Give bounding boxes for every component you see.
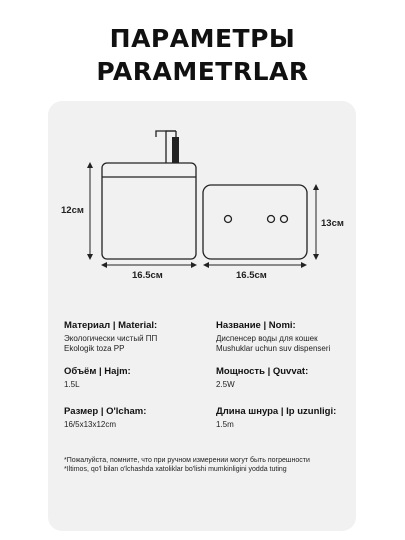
spec-material (64, 320, 214, 354)
dimension-diagram (48, 101, 356, 321)
spec-power (216, 366, 366, 390)
fountain-side-view (102, 131, 196, 259)
width-label-right: 16.5см (236, 270, 267, 281)
spec-value: 1.5L (64, 380, 80, 389)
spec-value: 2.5W (216, 380, 235, 389)
spec-label: Размер | O'lcham: (64, 406, 147, 417)
spec-volume (64, 366, 214, 390)
spec-value: Диспенсер воды для кошек Mushuklar uchun suv dispenseri (216, 334, 331, 353)
width-label-left: 16.5см (132, 270, 163, 281)
spec-label: Длина шнура | Ip uzunligi: (216, 406, 337, 417)
spec-label: Мощность | Quvvat: (216, 366, 309, 377)
spec-value: 16/5x13x12cm (64, 420, 117, 429)
disclaimer-russian: *Пожалуйста, помните, что при ручном измерении могут быть погрешности (64, 457, 310, 464)
spec-name (216, 320, 366, 354)
height-label-left: 12см (61, 205, 84, 216)
fountain-top-view (203, 185, 307, 259)
title-russian: ПАРАМЕТРЫ (109, 24, 296, 53)
spec-label: Название | Nomi: (216, 320, 296, 331)
spec-label: Материал | Material: (64, 320, 158, 331)
title-uzbek: PARAMETRLAR (96, 57, 309, 86)
disclaimer-uzbek: *Iltimos, qo'l bilan o'lchashda xatoliklar bo'lishi mumkinligini yodda tuting (64, 466, 287, 473)
spec-cord-length (216, 406, 366, 430)
spec-label: Объём | Hajm: (64, 366, 131, 377)
height-label-right: 13см (321, 218, 344, 229)
measurement-disclaimer (64, 456, 354, 474)
spec-size (64, 406, 214, 430)
parameters-card (48, 101, 356, 531)
spec-value: Экологически чистый ПП Ekologik toza PP (64, 334, 158, 353)
spec-value: 1.5m (216, 420, 234, 429)
